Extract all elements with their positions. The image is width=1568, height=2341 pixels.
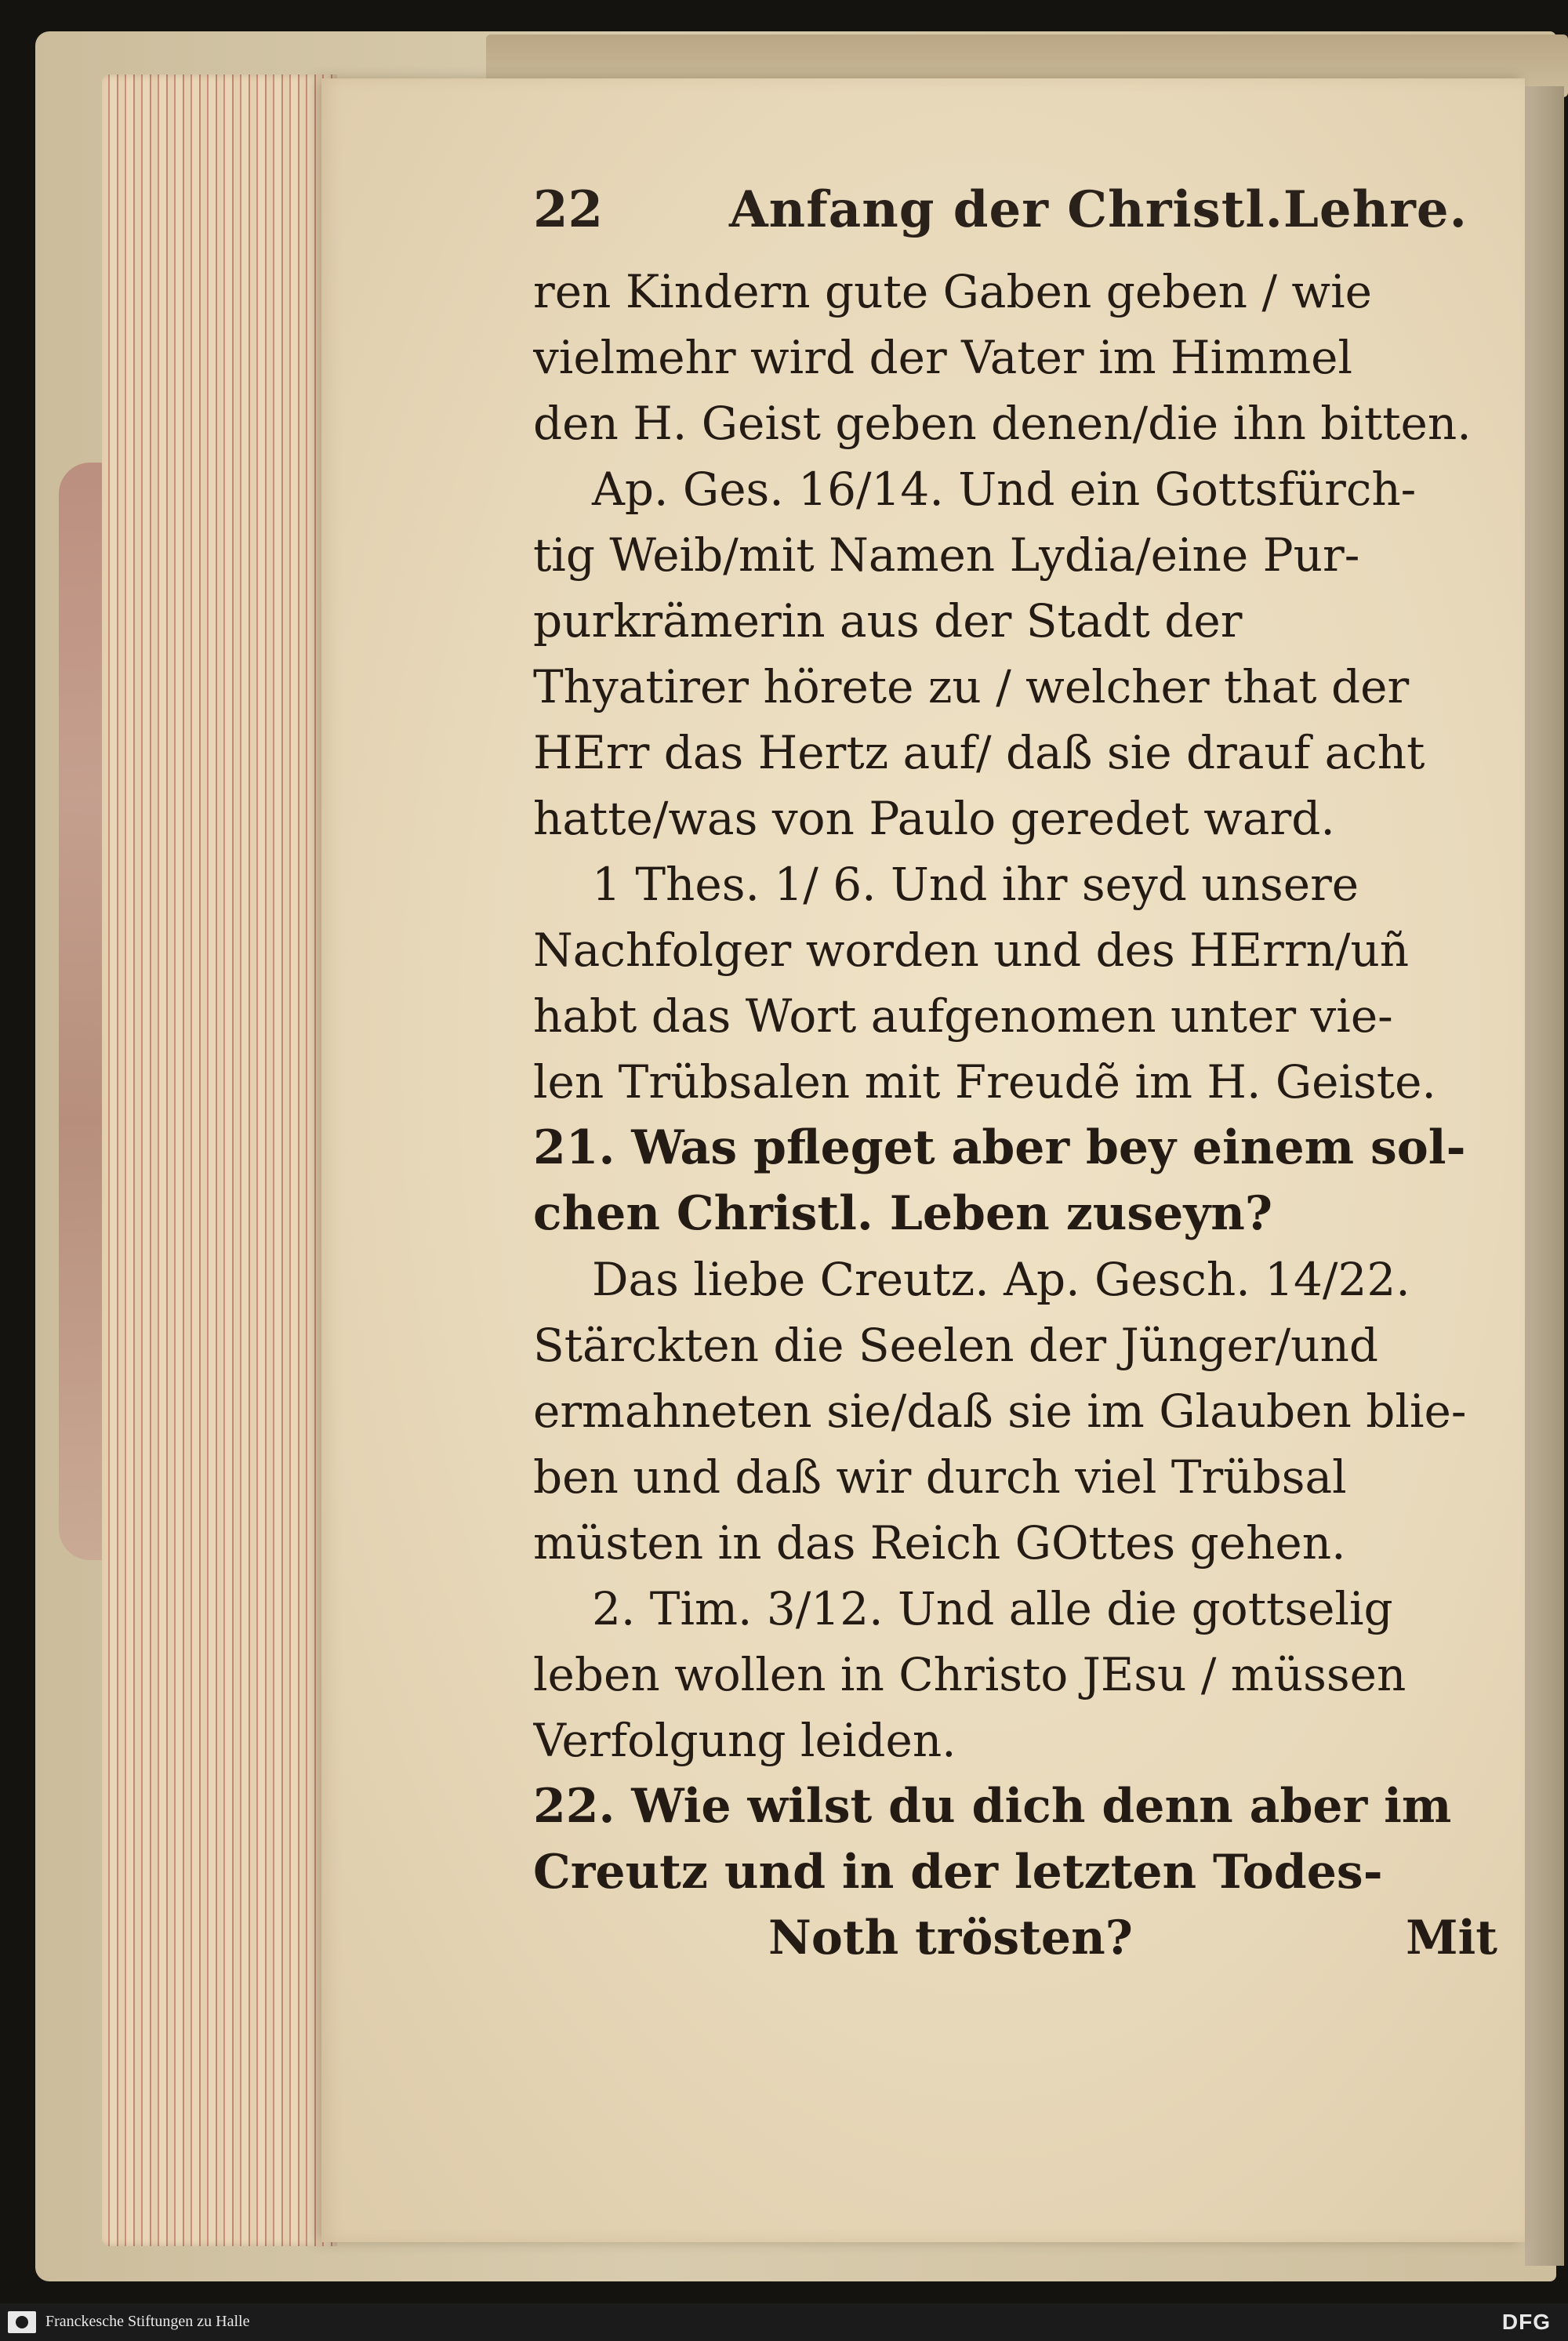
text-line: vielmehr wird der Vater im Himmel <box>533 331 1353 384</box>
question-line: Creutz und in der letzten Todes- <box>533 1845 1383 1900</box>
scripture-reference-line: 2. Tim. 3/12. Und alle die gottselig <box>592 1582 1393 1635</box>
running-title: Anfang der Christl.Lehre. <box>729 180 1468 239</box>
question-line-final <box>533 1905 1497 1971</box>
dfg-logo: DFG <box>1501 2310 1551 2334</box>
text-line: ermahneten sie/daß sie im Glauben blie- <box>533 1385 1467 1438</box>
text-line: Nachfolger worden und des HErrn/uñ <box>533 924 1410 977</box>
text-line: len Trübsalen mit Freudẽ im H. Geiste. <box>533 1055 1436 1109</box>
text-line: hatte/was von Paulo geredet ward. <box>533 792 1335 845</box>
text-line: HErr das Hertz auf/ daß sie drauf acht <box>533 726 1425 779</box>
question-line: 22. Wie wilst du dich denn aber im <box>533 1779 1452 1834</box>
text-line: Thyatirer hörete zu / welcher that der <box>533 660 1410 713</box>
book-page <box>321 78 1525 2242</box>
text-line: Verfolgung leiden. <box>533 1714 956 1767</box>
question-line-text: Noth trösten? <box>768 1911 1133 1965</box>
catchword: Mit <box>1406 1911 1497 1965</box>
text-line: ben und daß wir durch viel Trübsal <box>533 1450 1347 1504</box>
page-number: 22 <box>533 180 604 239</box>
question-line: 21. Was pfleget aber bey einem sol- <box>533 1120 1466 1175</box>
text-line: tig Weib/mit Namen Lydia/eine Pur- <box>533 528 1360 582</box>
page-header <box>533 180 1497 243</box>
institution-label: Franckesche Stiftungen zu Halle <box>45 2313 250 2330</box>
text-line: Stärckten die Seelen der Jünger/und <box>533 1319 1379 1372</box>
scripture-reference-line: Ap. Ges. 16/14. Und ein Gottsfürch- <box>592 463 1417 516</box>
text-line: purkrämerin aus der Stadt der <box>533 594 1243 648</box>
answer-line: Das liebe Creutz. Ap. Gesch. 14/22. <box>592 1253 1410 1306</box>
text-line: habt das Wort aufgenomen unter vie- <box>533 989 1393 1043</box>
text-line: den H. Geist geben denen/die ihn bitten. <box>533 397 1472 450</box>
scripture-reference-line: 1 Thes. 1/ 6. Und ihr seyd unsere <box>592 858 1359 911</box>
question-line: chen Christl. Leben zuseyn? <box>533 1186 1272 1241</box>
institution-logo-icon <box>8 2311 36 2333</box>
text-line: leben wollen in Christo JEsu / müssen <box>533 1648 1406 1701</box>
page-edges-stack <box>102 74 337 2246</box>
text-line: müsten in das Reich GOttes gehen. <box>533 1516 1346 1570</box>
facing-page-edge <box>1525 86 1564 2266</box>
footer-bar <box>0 2303 1568 2341</box>
body-text <box>533 259 1497 1971</box>
text-line: ren Kindern gute Gaben geben / wie <box>533 265 1372 318</box>
